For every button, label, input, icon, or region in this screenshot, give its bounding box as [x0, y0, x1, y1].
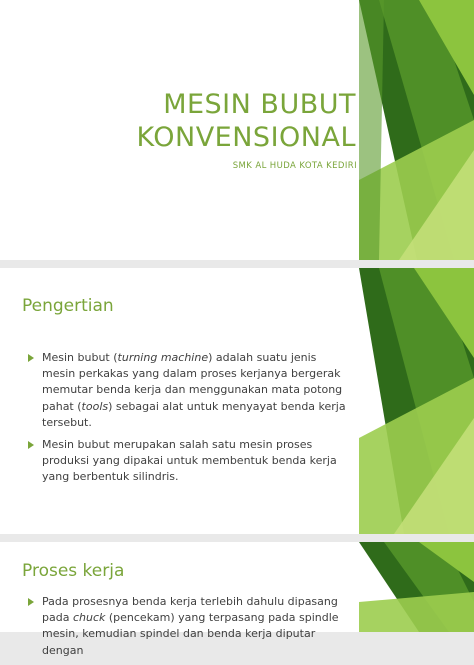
slide-proses-kerja	[0, 542, 474, 657]
title-line-2: KONVENSIONAL	[136, 122, 356, 153]
section-heading: Pengertian	[22, 296, 114, 316]
green-decoration-shapes	[359, 542, 474, 632]
bullet-arrow-icon	[28, 354, 34, 362]
slide-title	[0, 0, 474, 260]
bullet-arrow-icon	[28, 598, 34, 606]
list-item: Pada prosesnya benda kerja terlebih dahulu dipasang pada chuck (pencekam) yang terpasang pada spindle mesin, kemudian spindel dan benda kerja diputar dengan	[28, 594, 348, 659]
title-line-1: MESIN BUBUT	[163, 89, 356, 120]
bullet-list	[28, 350, 348, 492]
list-item: Mesin bubut merupakan salah satu mesin proses produksi yang dipakai untuk membentuk benda kerja yang berbentuk silindris.	[28, 437, 348, 486]
section-heading: Proses kerja	[22, 561, 125, 581]
list-item: Mesin bubut (turning machine) adalah suatu jenis mesin perkakas yang dalam proses kerjanya bergerak memutar benda kerja dan menggunakan mata potong pahat (tools) sebagai alat untuk menyayat benda kerja tersebut.	[28, 350, 348, 431]
bullet-arrow-icon	[28, 441, 34, 449]
presentation-subtitle: SMK AL HUDA KOTA KEDIRI	[232, 161, 357, 171]
green-decoration-shapes	[359, 0, 474, 260]
presentation-title	[137, 88, 356, 154]
bullet-list	[28, 594, 348, 665]
green-decoration-shapes	[359, 268, 474, 534]
slide-pengertian	[0, 268, 474, 534]
